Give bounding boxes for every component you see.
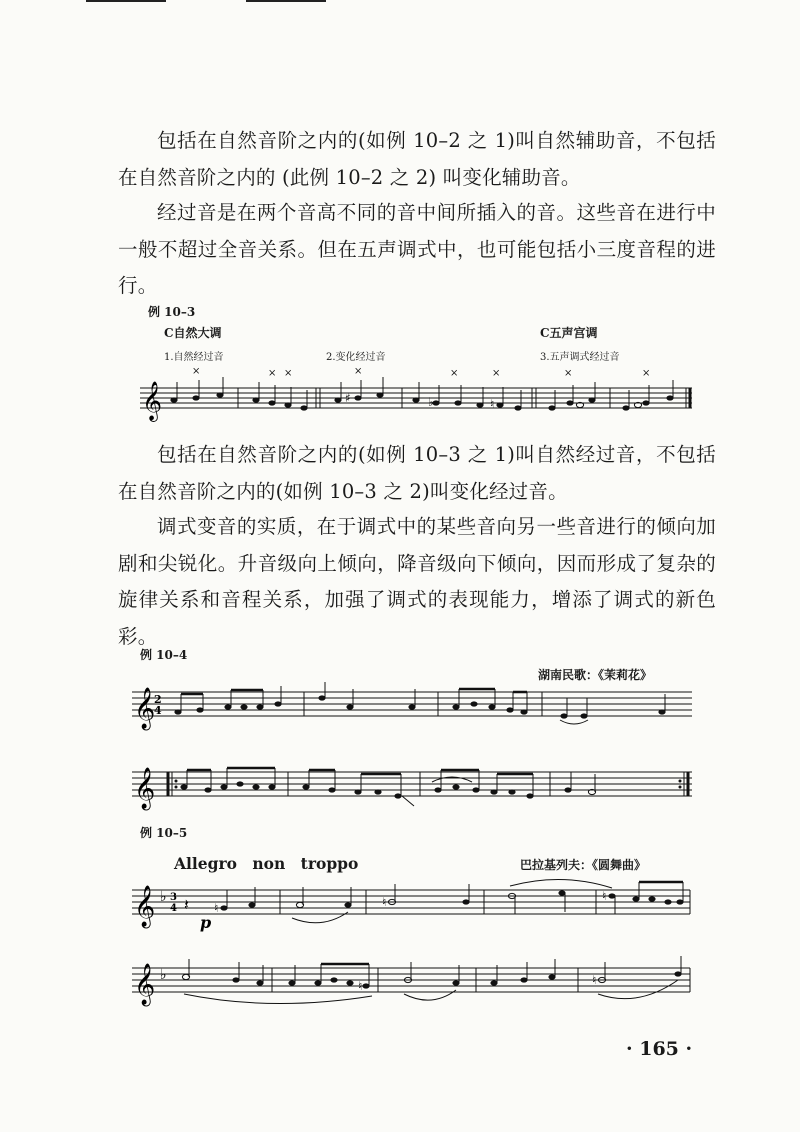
paragraph-auxiliary-tones: 包括在自然音阶之内的(如例 10–2 之 1)叫自然辅助音，不包括在自然音阶之内的 (此例 10–2 之 2) 叫变化辅助音。 [118, 129, 716, 189]
svg-text:𝄞: 𝄞 [134, 688, 156, 729]
svg-text:4: 4 [170, 903, 177, 914]
svg-text:♮: ♮ [358, 979, 363, 993]
svg-text:♮: ♮ [592, 973, 597, 987]
svg-text:♮: ♮ [214, 901, 219, 915]
tempo-marking: Allegro non troppo [174, 854, 359, 873]
svg-text:×: × [354, 366, 363, 377]
example-10-5-source: 巴拉基列夫：《圆舞曲》 [520, 858, 647, 872]
top-rule-right [246, 0, 326, 2]
svg-text:×: × [268, 368, 277, 379]
chromatic-passing-tone-label: 2.变化经过音 [326, 352, 386, 363]
svg-text:4: 4 [154, 704, 162, 717]
svg-text:♮: ♮ [602, 889, 607, 903]
example-10-3-label: 例 10–3 [148, 305, 196, 319]
example-10-5-label: 例 10–5 [140, 826, 188, 840]
svg-text:×: × [492, 368, 501, 379]
example-10-4-staff-line-1 [132, 672, 700, 734]
svg-text:𝄞: 𝄞 [134, 886, 156, 927]
paragraph-alteration: 调式变音的实质，在于调式中的某些音向另一些音进行的倾向加剧和尖锐化。升音级向上倾向，降音级向下倾向，因而形成了复杂的旋律关系和音程关系，加强了调式的表现能力，增添了调式的新色彩。 [118, 515, 716, 648]
svg-text:♮: ♮ [490, 397, 495, 411]
svg-text:×: × [284, 368, 293, 379]
svg-text:3: 3 [170, 892, 177, 903]
svg-text:♮: ♮ [382, 895, 387, 909]
key-c-major-label: C自然大调 [164, 326, 222, 340]
top-rule-left [86, 0, 166, 2]
dynamic-marking: p [200, 913, 212, 932]
key-c-pentatonic-label: C五声宫调 [540, 326, 598, 340]
example-10-4-label: 例 10–4 [140, 648, 188, 662]
pentatonic-passing-tone-label: 3.五声调式经过音 [540, 352, 620, 363]
svg-text:𝄽: 𝄽 [184, 895, 189, 914]
page-number: · 165 · [626, 1038, 693, 1060]
natural-passing-tone-label: 1.自然经过音 [164, 352, 224, 363]
paragraph-passing-tones: 经过音是在两个音高不同的音中间所插入的音。这些音在进行中一般不超过全音关系。但在五声调式中，也可能包括小三度音程的进行。 [118, 201, 716, 297]
svg-text:♭: ♭ [160, 889, 167, 905]
example-10-4-source: 湖南民歌：《茉莉花》 [538, 668, 653, 682]
example-10-5-staff-line-1 [132, 872, 700, 936]
example-10-5-staff-line-2 [132, 950, 700, 1014]
svg-text:𝄞: 𝄞 [134, 768, 156, 809]
svg-text:𝄞: 𝄞 [134, 964, 156, 1005]
svg-text:2: 2 [154, 693, 162, 706]
svg-text:♯: ♯ [345, 391, 351, 405]
svg-text:×: × [642, 368, 651, 379]
paragraph-natural-chromatic: 包括在自然音阶之内的(如例 10–3 之 1)叫自然经过音，不包括在自然音阶之内的(如例 10–3 之 2)叫变化经过音。 [118, 443, 716, 503]
example-10-3-staff [140, 362, 700, 422]
svg-text:×: × [450, 368, 459, 379]
svg-text:𝄞: 𝄞 [142, 381, 163, 421]
svg-text:×: × [192, 366, 201, 377]
svg-text:♭: ♭ [160, 967, 167, 983]
svg-text:♭: ♭ [428, 395, 434, 409]
example-10-4-staff-line-2 [132, 752, 700, 814]
svg-text:×: × [564, 368, 573, 379]
